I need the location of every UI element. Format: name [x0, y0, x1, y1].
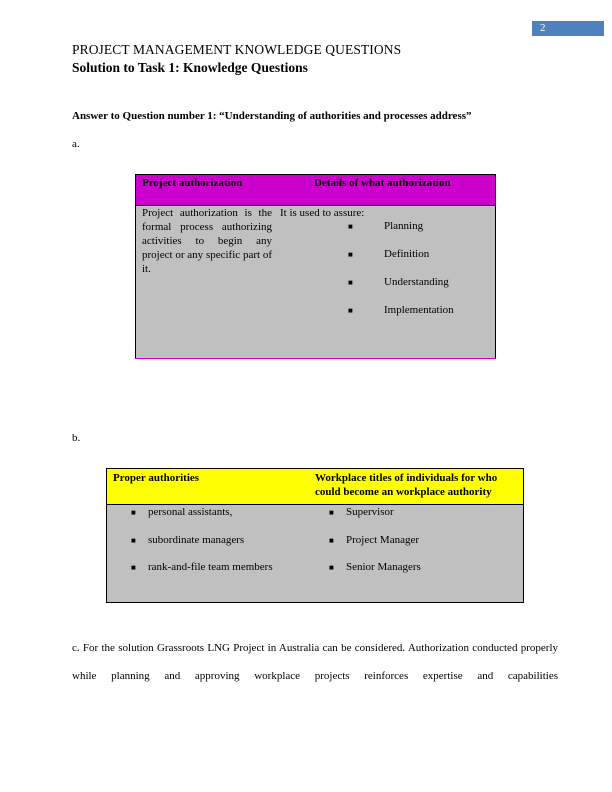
table-a-header-1: Project authorization [136, 175, 277, 206]
list-item: ■ Supervisor [329, 506, 394, 518]
table-a-details [276, 206, 496, 359]
square-bullet-icon: ■ [329, 563, 334, 572]
square-bullet-icon: ■ [329, 508, 334, 517]
list-item: ■ Planning [348, 220, 424, 232]
page-number: 2 [532, 21, 604, 36]
square-bullet-icon: ■ [131, 535, 136, 545]
square-bullet-icon: ■ [348, 222, 353, 231]
document-title: PROJECT MANAGEMENT KNOWLEDGE QUESTIONS [72, 42, 402, 57]
table-a-description: Project authorization is the formal process authorizing activities to begin any project or any specific part of it. [136, 206, 277, 359]
square-bullet-icon: ■ [131, 508, 136, 517]
section-heading: Solution to Task 1: Knowledge Questions [72, 60, 308, 75]
authorization-table [135, 174, 496, 359]
paragraph-c: c. For the solution Grassroots LNG Project in Australia can be considered. Authorization conducted properly while planning and approving workplace projects reinforces expertise and capabilities [72, 642, 558, 682]
list-item: ■ rank-and-file team members [131, 561, 273, 573]
list-item: ■ Definition [348, 248, 430, 260]
square-bullet-icon: ■ [329, 535, 334, 545]
table-a-intro: It is used to assure: [280, 207, 365, 219]
list-item: ■ personal assistants, [131, 506, 233, 518]
square-bullet-icon: ■ [131, 563, 136, 572]
table-a-header-2: Details of what authorization [276, 175, 496, 206]
label-b: b. [72, 432, 81, 444]
table-b-header-1: Proper authorities [107, 469, 312, 505]
list-item: ■ subordinate managers [131, 533, 245, 546]
titles-list [311, 506, 523, 589]
authorization-list [280, 220, 495, 332]
authorities-table [106, 468, 524, 603]
list-item: ■ Understanding [348, 276, 449, 288]
table-b-titles [311, 505, 524, 603]
table-b-authorities [107, 505, 312, 603]
label-a: a. [72, 138, 80, 150]
square-bullet-icon: ■ [348, 250, 353, 259]
list-item: ■ Senior Managers [329, 561, 421, 573]
square-bullet-icon: ■ [348, 278, 353, 287]
list-item: ■ Project Manager [329, 533, 419, 546]
list-item: ■ Implementation [348, 304, 454, 316]
authorities-list [107, 506, 311, 589]
square-bullet-icon: ■ [348, 306, 353, 315]
question-heading: Answer to Question number 1: “Understanding of authorities and processes address” [72, 110, 472, 122]
table-b-header-2: Workplace titles of individuals for who could become an workplace authority [311, 469, 524, 505]
